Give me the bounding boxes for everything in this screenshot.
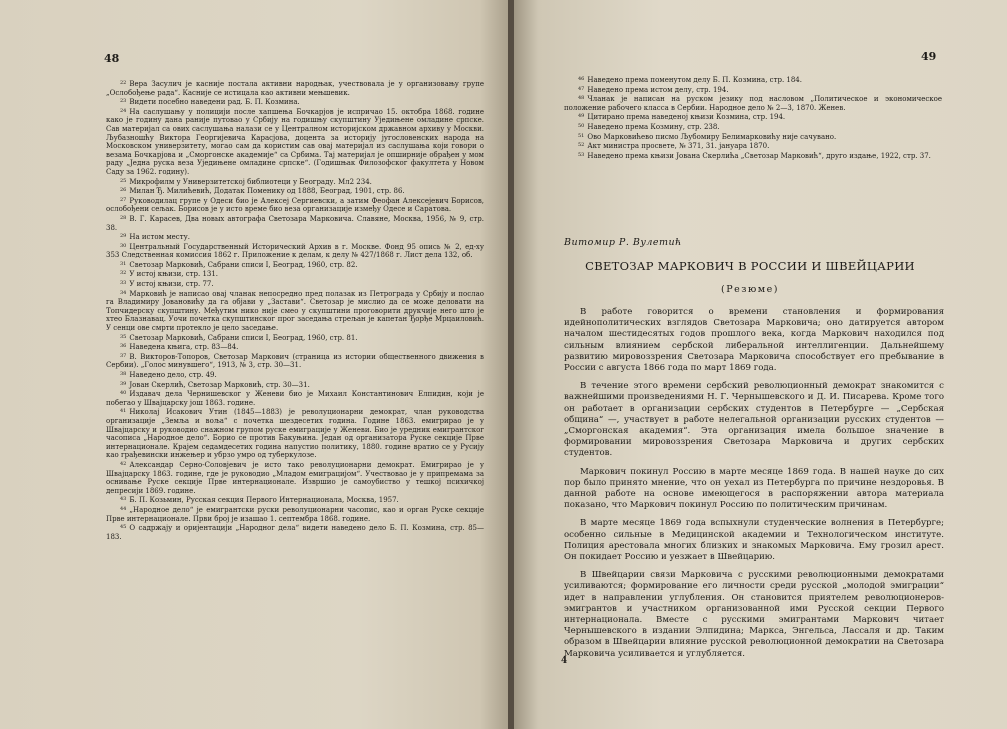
footnote-text: В. Викторов-Топоров, Светозар Маркович (страница из истории общественного движения в Сербии). „Голос минувшего“, 1913, № 3, стр. 30—31. bbox=[106, 352, 484, 370]
footnote-number: 30 bbox=[120, 242, 127, 249]
footnote bbox=[564, 151, 942, 161]
footnote-text: Марковић је написао овај чланак непосредно пред полазак из Петрограда у Србију и послао га Владимиру Јовановићу да га објави у „Застави“. Светозар је мислио да се може деловати на Топчидерску скупштину. Међутим нико није смео у скупштини проговорити друкчије него што је хтео Блазнавац. Уочи почетка скупштинског прог заседања стрељан је капетан Ђорђе Мрцаиловић. У сенци ове смрти протекло је цело заседање. bbox=[106, 289, 484, 333]
footnote-text: Вера Засулич је касније постала активни народњак, учествовала је у организовању групе „Ослобођење рада“. Касније се истицала као активни мењшевик. bbox=[106, 80, 484, 97]
footnote bbox=[106, 333, 484, 343]
footnote bbox=[564, 94, 942, 112]
footnote-text: У истој књизи, стр. 77. bbox=[129, 280, 214, 289]
footnote bbox=[106, 186, 484, 196]
page-number: 49 bbox=[921, 50, 937, 63]
footnote-text: Наведено према истом делу, стр. 194. bbox=[587, 85, 729, 94]
footnote-number: 46 bbox=[578, 76, 585, 82]
footnote-number: 29 bbox=[120, 233, 127, 240]
footnote-number: 24 bbox=[120, 107, 127, 114]
signature-mark: 4 bbox=[561, 656, 568, 666]
footnote-text: У истој књизи, стр. 131. bbox=[129, 270, 219, 279]
footnote bbox=[564, 85, 942, 95]
footnote bbox=[106, 269, 484, 279]
footnote bbox=[564, 122, 942, 132]
article-subtitle: (Резюме) bbox=[721, 284, 779, 295]
footnote-number: 41 bbox=[120, 408, 127, 415]
footnote-text: В. Г. Карасев, Два новых автографа Светозара Марковича. Славяне, Москва, 1956, № 9, стр. 38. bbox=[106, 214, 484, 232]
footnote-number: 22 bbox=[120, 80, 127, 86]
footnote-text: Чланак је написан на руском језику под насловом „Политическое и экономическое положение рабочего класса в Сербии. Народное дело № 2—3, 1870. Женев. bbox=[564, 95, 942, 112]
page-number: 48 bbox=[104, 52, 120, 65]
footnote-number: 27 bbox=[120, 196, 127, 203]
footnote-number: 43 bbox=[120, 496, 127, 503]
footnote bbox=[106, 242, 484, 260]
footnote-number: 26 bbox=[120, 187, 127, 194]
footnote-number: 38 bbox=[120, 371, 127, 377]
footnote-number: 51 bbox=[578, 132, 585, 139]
footnote-number: 44 bbox=[120, 505, 127, 512]
footnote bbox=[106, 279, 484, 289]
footnote bbox=[106, 380, 484, 390]
body-paragraph: В марте месяце 1869 года вспыхнули студенческие волнения в Петербурге; особенно сильные в Медицинской академии и Технологическом институте. Полиция арестовала многих близких и знакомых Марковича. Ему грозил арест. Он покидает Россию и уезжает в Швейцарию. bbox=[564, 518, 944, 563]
footnote bbox=[106, 523, 484, 541]
footnote-text: Светозар Марковић, Сабрани списи I, Београд, 1960, стр. 81. bbox=[129, 333, 358, 342]
footnote-number: 47 bbox=[578, 85, 585, 92]
footnote bbox=[106, 232, 484, 242]
footnote-text: Микрофилм у Универзитетској библиотеци у Београду. Мл2 234. bbox=[129, 177, 372, 186]
article-title: СВЕТОЗАР МАРКОВИЧ В РОССИИ И ШВЕЙЦАРИИ bbox=[585, 259, 915, 273]
footnote-number: 52 bbox=[578, 142, 585, 149]
footnote-number: 36 bbox=[120, 343, 127, 350]
footnote-text: Цитирано према наведеној књизи Козмина, стр. 194. bbox=[587, 113, 786, 122]
footnote-text: Наведено према поменутом делу Б. П. Козмина, стр. 184. bbox=[587, 76, 802, 84]
footnote-number: 25 bbox=[120, 177, 127, 184]
footnote-number: 40 bbox=[120, 390, 127, 397]
footnote-text: На истом месту. bbox=[129, 233, 190, 242]
footnote bbox=[106, 107, 484, 177]
body-paragraph: В Швейцарии связи Марковича с русскими революционными демократами усиливаются; формирование его личности среди русской „молодой эмиграции“ идет в направлении углубления. Он становится приятелем революционеров-эмигрантов и участником организованной ими Русской секции Первого интернационала. Вместе с русскими эмигрантами Маркович читает Чернышевского в издании Элпидина; Маркса, Энгельса, Лассаля и др. Таким образом в Швейцарии влияние русской революционной демократии на Светозара Марковича усиливается и углубляется. bbox=[564, 570, 944, 659]
footnote-number: 23 bbox=[120, 98, 127, 105]
footnote-text: Наведена књига, стр. 83—84. bbox=[129, 343, 239, 352]
footnote bbox=[564, 112, 942, 122]
footnote-text: Светозар Марковић, Сабрани списи I, Београд, 1960, стр. 82. bbox=[129, 260, 358, 269]
footnote-number: 37 bbox=[120, 352, 127, 359]
footnote-number: 35 bbox=[120, 333, 127, 340]
footnote-text: Издавач дела Чернишевског у Женеви био је Михаил Константинович Елпидин, који је побегао у Швајцарску још 1863. године. bbox=[106, 390, 484, 407]
footnote-text: Акт министра просвете, № 371, 31. јануара 1870. bbox=[587, 142, 770, 151]
footnote-text: Видети посебно наведени рад. Б. П. Козмина. bbox=[129, 98, 300, 107]
body-paragraph: Маркович покинул Россию в марте месяце 1869 года. В нашей науке до сих пор было принято мнение, что он уехал из Петербурга по причине нездоровья. В данной работе на основе имеющегося в распоряжении автора материала показано, что Маркович покинул Россию по политическим причинам. bbox=[564, 466, 944, 511]
footnote-text: На саслушању у полицији после хапшења Бочкарјов је испричао 15. октобра 1868. године како је годину дана раније путовао у Србију на годишњу скупштину Уједињене омладине српске. Сав материјал са ових саслушања налази се у Централном историјском државном архиву у Москви. Љубазношћу Виктора Георгијевича Карасјова, доцента за историју југословенских народа на Московском универзитету, могао сам да користим сав овај материјал из саслушања који говори о везама Бочкарјова и „Сморгонске академије“ са Србима. Тај материјал је опширније обрађен у мом раду „Једна руска веза Уједињене омладине српске“. (Годишњак Филозофског факултета у Новом Саду за 1962. годину). bbox=[106, 107, 484, 176]
footnote-text: Ово Марковићево писмо Љубомиру Белимарковићу није сачувано. bbox=[587, 132, 837, 141]
footnote bbox=[106, 460, 484, 495]
footnote bbox=[106, 495, 484, 505]
footnote-text: Руководилац групе у Одеси био је Алексеј Сергиевски, а затим Феофан Алексејевич Борисов, ослобођени сељак. Борисов је у исто време био веза организације између Одесе и Саратова. bbox=[106, 196, 484, 214]
right-page bbox=[514, 0, 1007, 729]
footnote-number: 49 bbox=[578, 113, 585, 120]
footnote-text: Александар Серно-Соловјевич је исто тако револуционарни демократ. Емигрирао је у Швајцарску 1863. године, где је руководио „Младом емиграцијом“. Учествовао је у припремама за оснивање Руске секције Прве интернационале. Извршио је самоубиство у тешкој психичкој депресији 1869. године. bbox=[106, 460, 484, 495]
footnote-text: Милан Ђ. Милићевић, Додатак Поменику од 1888, Београд, 1901, стр. 86. bbox=[129, 187, 405, 196]
footnote-number: 48 bbox=[578, 95, 585, 102]
footnote bbox=[106, 407, 484, 460]
footnote bbox=[564, 132, 942, 142]
footnote-number: 45 bbox=[120, 524, 127, 531]
footnote-number: 42 bbox=[120, 460, 127, 467]
footnote bbox=[106, 214, 484, 232]
footnote bbox=[106, 389, 484, 407]
footnotes-list bbox=[564, 75, 942, 160]
footnote-number: 31 bbox=[120, 260, 127, 267]
footnote-text: Наведено према књизи Јована Скерлића „Светозар Марковић“, друго издање, 1922, стр. 37. bbox=[587, 151, 931, 160]
footnotes-list bbox=[106, 79, 484, 541]
footnote bbox=[106, 79, 484, 97]
footnote-number: 34 bbox=[120, 289, 127, 296]
footnote-number: 33 bbox=[120, 280, 127, 287]
footnote-text: Николај Исакович Утин (1845—1883) је револуционарни демократ, члан руководства организације „Земља и воља“ с почетка шездесетих година. Године 1863. емигрирао је у Швајцарску и руководио снажном групом руске емиграције у Женеви. Био је уредник емигрантског часописа „Народное дело“. Борио се против Бакуњина. Један од организатора Руске секције Прве интернационале. Крајем седамдесетих година напустио политику, 1880. године вратио се у Русију као грађевински инжењер и убрзо умро од туберкулозе. bbox=[106, 408, 484, 460]
article-author: Витомир Р. Вулетић bbox=[564, 237, 682, 248]
article-body bbox=[564, 307, 944, 667]
footnote bbox=[106, 370, 484, 380]
footnote-text: О садржају и оријентацији „Народног дела“ видети наведено дело Б. П. Козмина, стр. 85—183. bbox=[106, 524, 484, 541]
footnote-text: Центральный Государственный Исторический Архив в г. Москве. Фонд 95 опись № 2, ед-ху 353 Следственная комиссия 1862 г. Приложение к делам, к делу № 427/1868 г. Лист дела 132, об. bbox=[106, 242, 484, 260]
footnote bbox=[106, 342, 484, 352]
footnote bbox=[106, 177, 484, 187]
footnote-text: Наведено дело, стр. 49. bbox=[129, 371, 217, 379]
footnote bbox=[564, 75, 942, 85]
footnote bbox=[106, 352, 484, 370]
footnote bbox=[106, 260, 484, 270]
footnote-number: 53 bbox=[578, 151, 585, 158]
footnote bbox=[106, 196, 484, 214]
footnote-number: 50 bbox=[578, 122, 585, 129]
footnote-text: Јован Скерлић, Светозар Марковић, стр. 30—31. bbox=[129, 380, 310, 389]
footnote bbox=[106, 289, 484, 333]
body-paragraph: В течение этого времени сербский революционный демократ знакомится с важнейшими произведениями Н. Г. Чернышевского и Д. И. Писарева. Кроме того он работает в организации сербских студентов в Петербурге — „Сербская община“ —, участвует в работе нелегальной организации русских студентов — „Сморгонская академия“. Эта организация имела большое значение в формировании мировоззрения Светозара Марковича и других сербских студентов. bbox=[564, 381, 944, 459]
footnote-text: Наведено према Козмину, стр. 238. bbox=[587, 122, 720, 131]
footnote bbox=[564, 141, 942, 151]
footnote-number: 39 bbox=[120, 380, 127, 387]
footnote-text: Б. П. Козьмин, Русская секция Первого Интернационала, Москва, 1957. bbox=[129, 496, 399, 505]
footnote bbox=[106, 97, 484, 107]
footnote bbox=[106, 505, 484, 523]
footnote-text: „Народное дело“ је емигрантски руски револуционарни часопис, као и орган Руске секције Прве интернационале. Први број је изашао 1. септембра 1868. године. bbox=[106, 505, 484, 523]
footnote-number: 28 bbox=[120, 214, 127, 221]
body-paragraph: В работе говорится о времени становления и формирования идейнополитических взглядов Светозара Марковича; оно датируется автором началом шестидесятых годов прошлого века, когда Маркович находился под сильным влиянием сербской либеральной интеллигенции. Дальнейшему развитию мировоззрения Светозара Марковича способствует его пребывание в России с августа 1866 года по март 1869 года. bbox=[564, 307, 944, 374]
footnote-number: 32 bbox=[120, 270, 127, 277]
